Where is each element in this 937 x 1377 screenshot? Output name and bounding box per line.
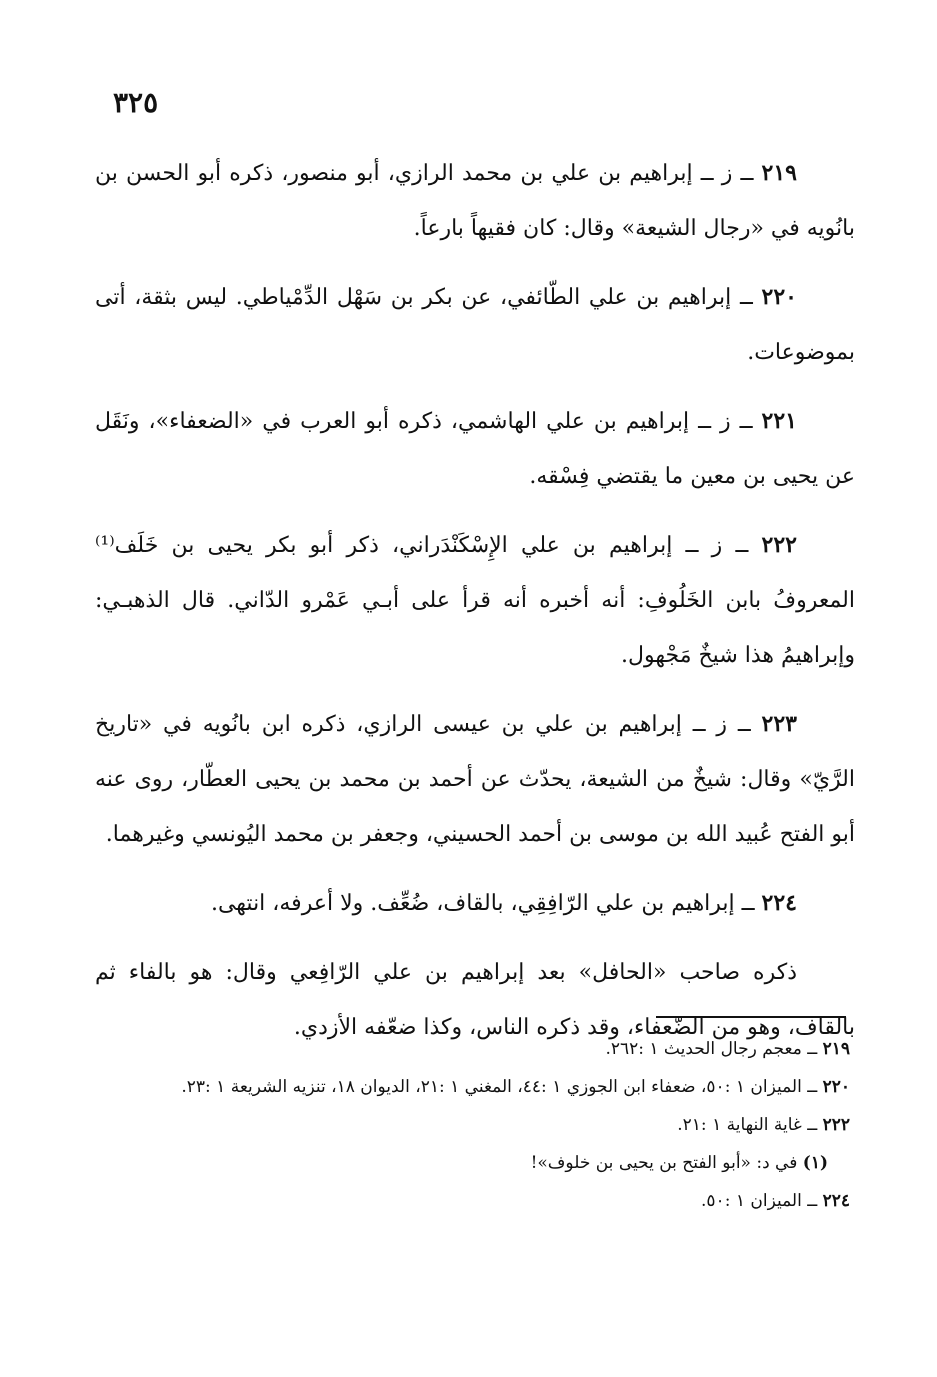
entry-220: [95, 270, 855, 380]
entry-number: ٢٢٠: [761, 284, 797, 310]
footnote-224: [110, 1182, 850, 1220]
footnote-divider: [656, 1016, 846, 1018]
footnote-text: ــ الميزان ١ :٥٠، ضعفاء ابن الجوزي ١ :٤٤، المغني ١ :٢١، الديوان ١٨، تنزيه الشريعة ١ :٢٣.: [181, 1077, 823, 1097]
footnote-number: ٢٢٤: [822, 1191, 850, 1211]
entry-text: ــ ز ــ إبراهيم بن علي بن محمد الرازي، أبو منصور، ذكره أبو الحسن بن بانُويه في «رجال الشيعة» وقال: كان فقيهاً بارعاً.: [95, 161, 855, 241]
footnote-number: ٢١٩: [822, 1039, 850, 1059]
footnote-text: ــ معجم رجال الحديث ١ :٢٦٢.: [605, 1039, 823, 1059]
entry-text: ــ ز ــ إبراهيم بن علي بن عيسى الرازي، ذكره ابن بانُويه في «تاريخ الرَّيّ» وقال: شيخٌ من الشيعة، يحدّث عن أحمد بن محمد بن يحيى العطّار، روى عنه أبو الفتح عُبيد الله بن موسى بن أحمد الحسيني، وجعفر بن محمد اليُونسي وغيرهما.: [95, 712, 855, 847]
footnote-220: [110, 1068, 850, 1106]
footnote-text: في د: «أبو الفتح بن يحيى بن خلوف»!: [530, 1153, 803, 1173]
footnote-text: ــ الميزان ١ :٥٠.: [701, 1191, 823, 1211]
footnotes: [110, 1030, 850, 1220]
entry-text: ــ ز ــ إبراهيم بن علي الهاشمي، ذكره أبو العرب في «الضعفاء»، ونَقَل عن يحيى بن معين ما يقتضي فِسْقه.: [95, 409, 855, 489]
footnote-219: [110, 1030, 850, 1068]
page-number: ٣٢٥: [113, 86, 159, 119]
entry-text: ــ إبراهيم بن علي الرّافِقِي، بالقاف، ضُعِّف. ولا أعرفه، انتهى.: [210, 891, 762, 916]
entry-number: ٢١٩: [761, 160, 797, 186]
footnote-number: ٢٢٠: [822, 1077, 850, 1097]
entry-223: [95, 697, 855, 862]
entry-number: ٢٢١: [761, 408, 797, 434]
entry-219: [95, 146, 855, 256]
entry-number: ٢٢٣: [761, 711, 797, 737]
entry-number: ٢٢٤: [761, 890, 797, 916]
entry-text: ــ ز ــ إبراهيم بن علي الإِسْكَنْدَراني، ذكر أبو بكر يحيى بن خَلَف⁽¹⁾ المعروفُ بابن الخَلُوفِ: أنه أخبره أنه قرأ على أبـي عَمْرو الدّاني. قال الذهبـي: وإبراهيمُ هذا شيخٌ مَجْهول.: [95, 533, 855, 668]
entry-221: [95, 394, 855, 504]
entry-222: [95, 518, 855, 683]
footnote-222: [110, 1106, 850, 1144]
body-text: [95, 146, 855, 1069]
entry-text: ــ إبراهيم بن علي الطّائفي، عن بكر بن سَهْل الدِّمْياطي. ليس بثقة، أتى بموضوعات.: [95, 285, 855, 365]
footnote-number: ٢٢٢: [822, 1115, 850, 1135]
footnote-note-1: [110, 1144, 850, 1182]
closing-paragraph: ذكره صاحب «الحافل» بعد إبراهيم بن علي الرّافِعي وقال: هو بالفاء ثم بالقاف، وهو من الضّعفاء، وقد ذكره الناس، وكذا ضعّفه الأزدي.: [95, 960, 855, 1040]
entry-number: ٢٢٢: [761, 532, 797, 558]
footnote-text: ــ غاية النهاية ١ :٢١.: [677, 1115, 823, 1135]
entry-224: [95, 876, 855, 931]
footnote-number: (١): [802, 1153, 828, 1173]
